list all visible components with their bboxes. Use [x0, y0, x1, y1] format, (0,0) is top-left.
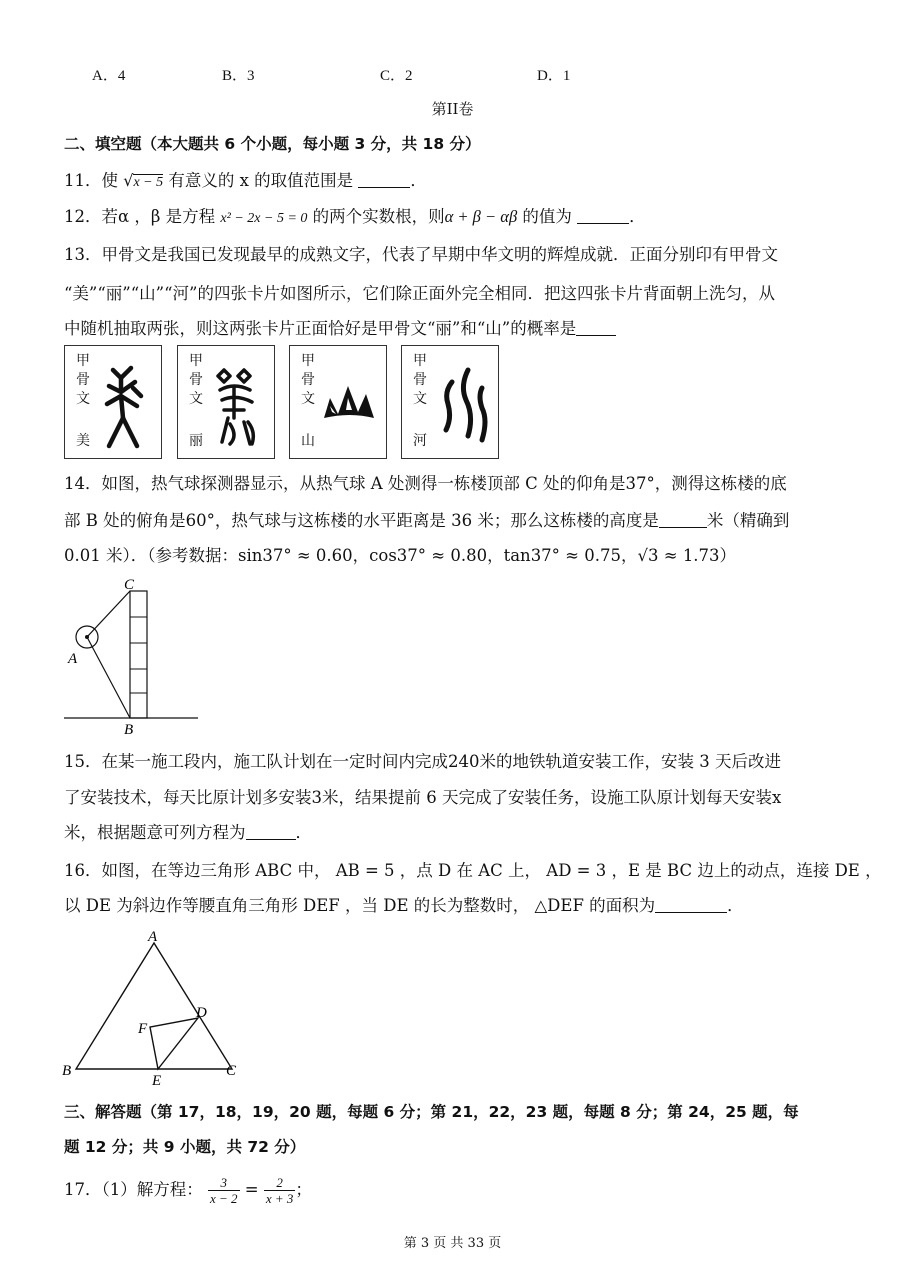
- q13-line3: [64, 318, 841, 340]
- fraction-denominator: x − 2: [210, 1191, 238, 1206]
- card-li: [177, 345, 275, 459]
- answer-blank[interactable]: [659, 511, 707, 528]
- q15-end: ．: [295, 823, 312, 842]
- label-a: A: [148, 929, 158, 945]
- card-label-char: 文: [189, 391, 203, 407]
- q14-line2: [64, 510, 841, 532]
- card-label-char: 文: [76, 391, 90, 407]
- sightline-ac: [87, 591, 130, 637]
- figure-equilateral-triangle: [60, 925, 250, 1090]
- fraction-denominator: x + 3: [265, 1191, 294, 1206]
- label-b: B: [62, 1063, 72, 1079]
- q12-expression: α + β − αβ: [444, 207, 518, 226]
- card-label-char: 甲: [189, 353, 203, 369]
- oracle-li-glyph: [208, 360, 268, 452]
- option-d: D．1: [537, 68, 571, 84]
- fraction-numerator: 3: [208, 1175, 240, 1191]
- card-label-char: 文: [413, 391, 427, 407]
- q12-end: ．: [629, 207, 646, 226]
- q12-mid: 的两个实数根，则: [307, 207, 445, 226]
- card-mei: [64, 345, 162, 459]
- q14-line3: 0.01 米）．（参考数据：sin37° ≈ 0.60，cos37° ≈ 0.80，tan37° ≈ 0.75，√3 ≈ 1.73）: [64, 546, 737, 565]
- card-label-char: 骨: [189, 372, 203, 388]
- figure-balloon-building: [60, 575, 210, 740]
- label-c: C: [124, 577, 135, 593]
- q14-line2-end: 米（精确到: [706, 511, 790, 530]
- q17-end: ；: [295, 1180, 312, 1199]
- oracle-shan-glyph: [320, 360, 380, 452]
- question-17: [64, 1170, 841, 1210]
- card-name: 丽: [189, 433, 203, 449]
- card-name: 美: [76, 433, 90, 449]
- q12-pre: 12．若α ，β 是方程: [64, 207, 221, 226]
- label-f: F: [138, 1021, 148, 1037]
- q11-end: ．: [410, 171, 427, 190]
- part3-heading-line2: 题 12 分；共 9 小题，共 72 分）: [64, 1138, 306, 1156]
- q12-equation: x² − 2x − 5 = 0: [220, 211, 308, 226]
- q13-line2: “美”“丽”“山”“河”的四张卡片如图所示，它们除正面外完全相同．把这四张卡片背面朝上洗匀，从: [64, 284, 775, 303]
- card-label-char: 骨: [413, 372, 427, 388]
- label-a: A: [68, 651, 78, 667]
- fraction-numerator: 2: [264, 1175, 296, 1191]
- answer-blank[interactable]: [246, 823, 296, 840]
- card-name: 山: [301, 433, 315, 449]
- card-he: [401, 345, 499, 459]
- building: [130, 591, 147, 718]
- q14-line1: 14．如图，热气球探测器显示，从热气球 A 处测得一栋楼顶部 C 处的仰角是37°，测得这栋楼的底: [64, 474, 787, 493]
- card-shan: [289, 345, 387, 459]
- q15-line3: [64, 822, 841, 844]
- q16-line2-text: 以 DE 为斜边作等腰直角三角形 DEF ，当 DE 的长为整数时， △DEF 的面积为: [64, 896, 656, 915]
- q11-post: 有意义的 x 的取值范围是: [168, 171, 354, 190]
- q16-line1: 16．如图，在等边三角形 ABC 中， AB = 5 ，点 D 在 AC 上， AD = 3 ，E 是 BC 边上的动点，连接 DE ，: [64, 861, 882, 880]
- card-label-char: 骨: [301, 372, 315, 388]
- page-footer: 第 3 页 共 33 页: [403, 1236, 502, 1251]
- question-11: [64, 170, 841, 194]
- oracle-he-glyph: [432, 360, 492, 452]
- question-12: [64, 206, 841, 230]
- q13-line3-text: 中随机抽取两张，则这两张卡片正面恰好是甲骨文“丽”和“山”的概率是: [64, 319, 577, 338]
- oracle-mei-glyph: [95, 360, 155, 452]
- q16-line2: [64, 895, 841, 917]
- option-a: A．4: [92, 68, 126, 84]
- answer-blank[interactable]: [576, 319, 616, 336]
- q14-line2-text: 部 B 处的俯角是60°，热气球与这栋楼的水平距离是 36 米；那么这栋楼的高度是: [64, 511, 659, 530]
- card-label-char: 文: [301, 391, 315, 407]
- sightline-ab: [87, 637, 130, 718]
- triangle-def: [150, 1018, 198, 1069]
- q13-line1: 13．甲骨文是我国已发现最早的成熟文字，代表了早期中华文明的辉煌成就．正面分别印有甲骨文: [64, 245, 778, 264]
- equals-sign: =: [244, 1180, 259, 1199]
- label-d: D: [196, 1005, 207, 1021]
- q15-line1: 15．在某一施工段内，施工队计划在一定时间内完成240米的地铁轨道安装工作，安装 3 天后改进: [64, 752, 781, 771]
- sqrt-radical: √: [123, 171, 134, 190]
- answer-blank[interactable]: [577, 207, 629, 224]
- card-label-char: 甲: [301, 353, 315, 369]
- q11-pre: 11．使: [64, 171, 118, 190]
- q17-pre: 17．（1）解方程：: [64, 1180, 203, 1199]
- card-label-char: 甲: [413, 353, 427, 369]
- answer-blank[interactable]: [655, 896, 727, 913]
- label-c: C: [226, 1063, 237, 1079]
- fraction-right: [264, 1175, 296, 1206]
- q11-radicand: x − 5: [133, 175, 164, 190]
- q16-end: ．: [727, 896, 744, 915]
- card-label-char: 骨: [76, 372, 90, 388]
- card-name: 河: [413, 433, 427, 449]
- fraction-left: [208, 1175, 240, 1206]
- section-title: 第II卷: [431, 100, 474, 118]
- label-b: B: [124, 722, 134, 738]
- q12-post: 的值为: [517, 207, 572, 226]
- part3-heading-line1: 三、解答题（第 17，18，19，20 题，每题 6 分；第 21，22，23 题，每题 8 分；第 24，25 题，每: [64, 1103, 799, 1121]
- part2-heading: 二、填空题（本大题共 6 个小题，每小题 3 分，共 18 分）: [64, 135, 481, 153]
- q15-line3-text: 米，根据题意可列方程为: [64, 823, 246, 842]
- option-b: B．3: [222, 68, 255, 84]
- option-c: C．2: [380, 68, 413, 84]
- card-label-char: 甲: [76, 353, 90, 369]
- label-e: E: [152, 1073, 162, 1089]
- q15-line2: 了安装技术，每天比原计划多安装3米，结果提前 6 天完成了安装任务，设施工队原计划每天安装x: [64, 788, 782, 807]
- answer-blank[interactable]: [358, 171, 410, 188]
